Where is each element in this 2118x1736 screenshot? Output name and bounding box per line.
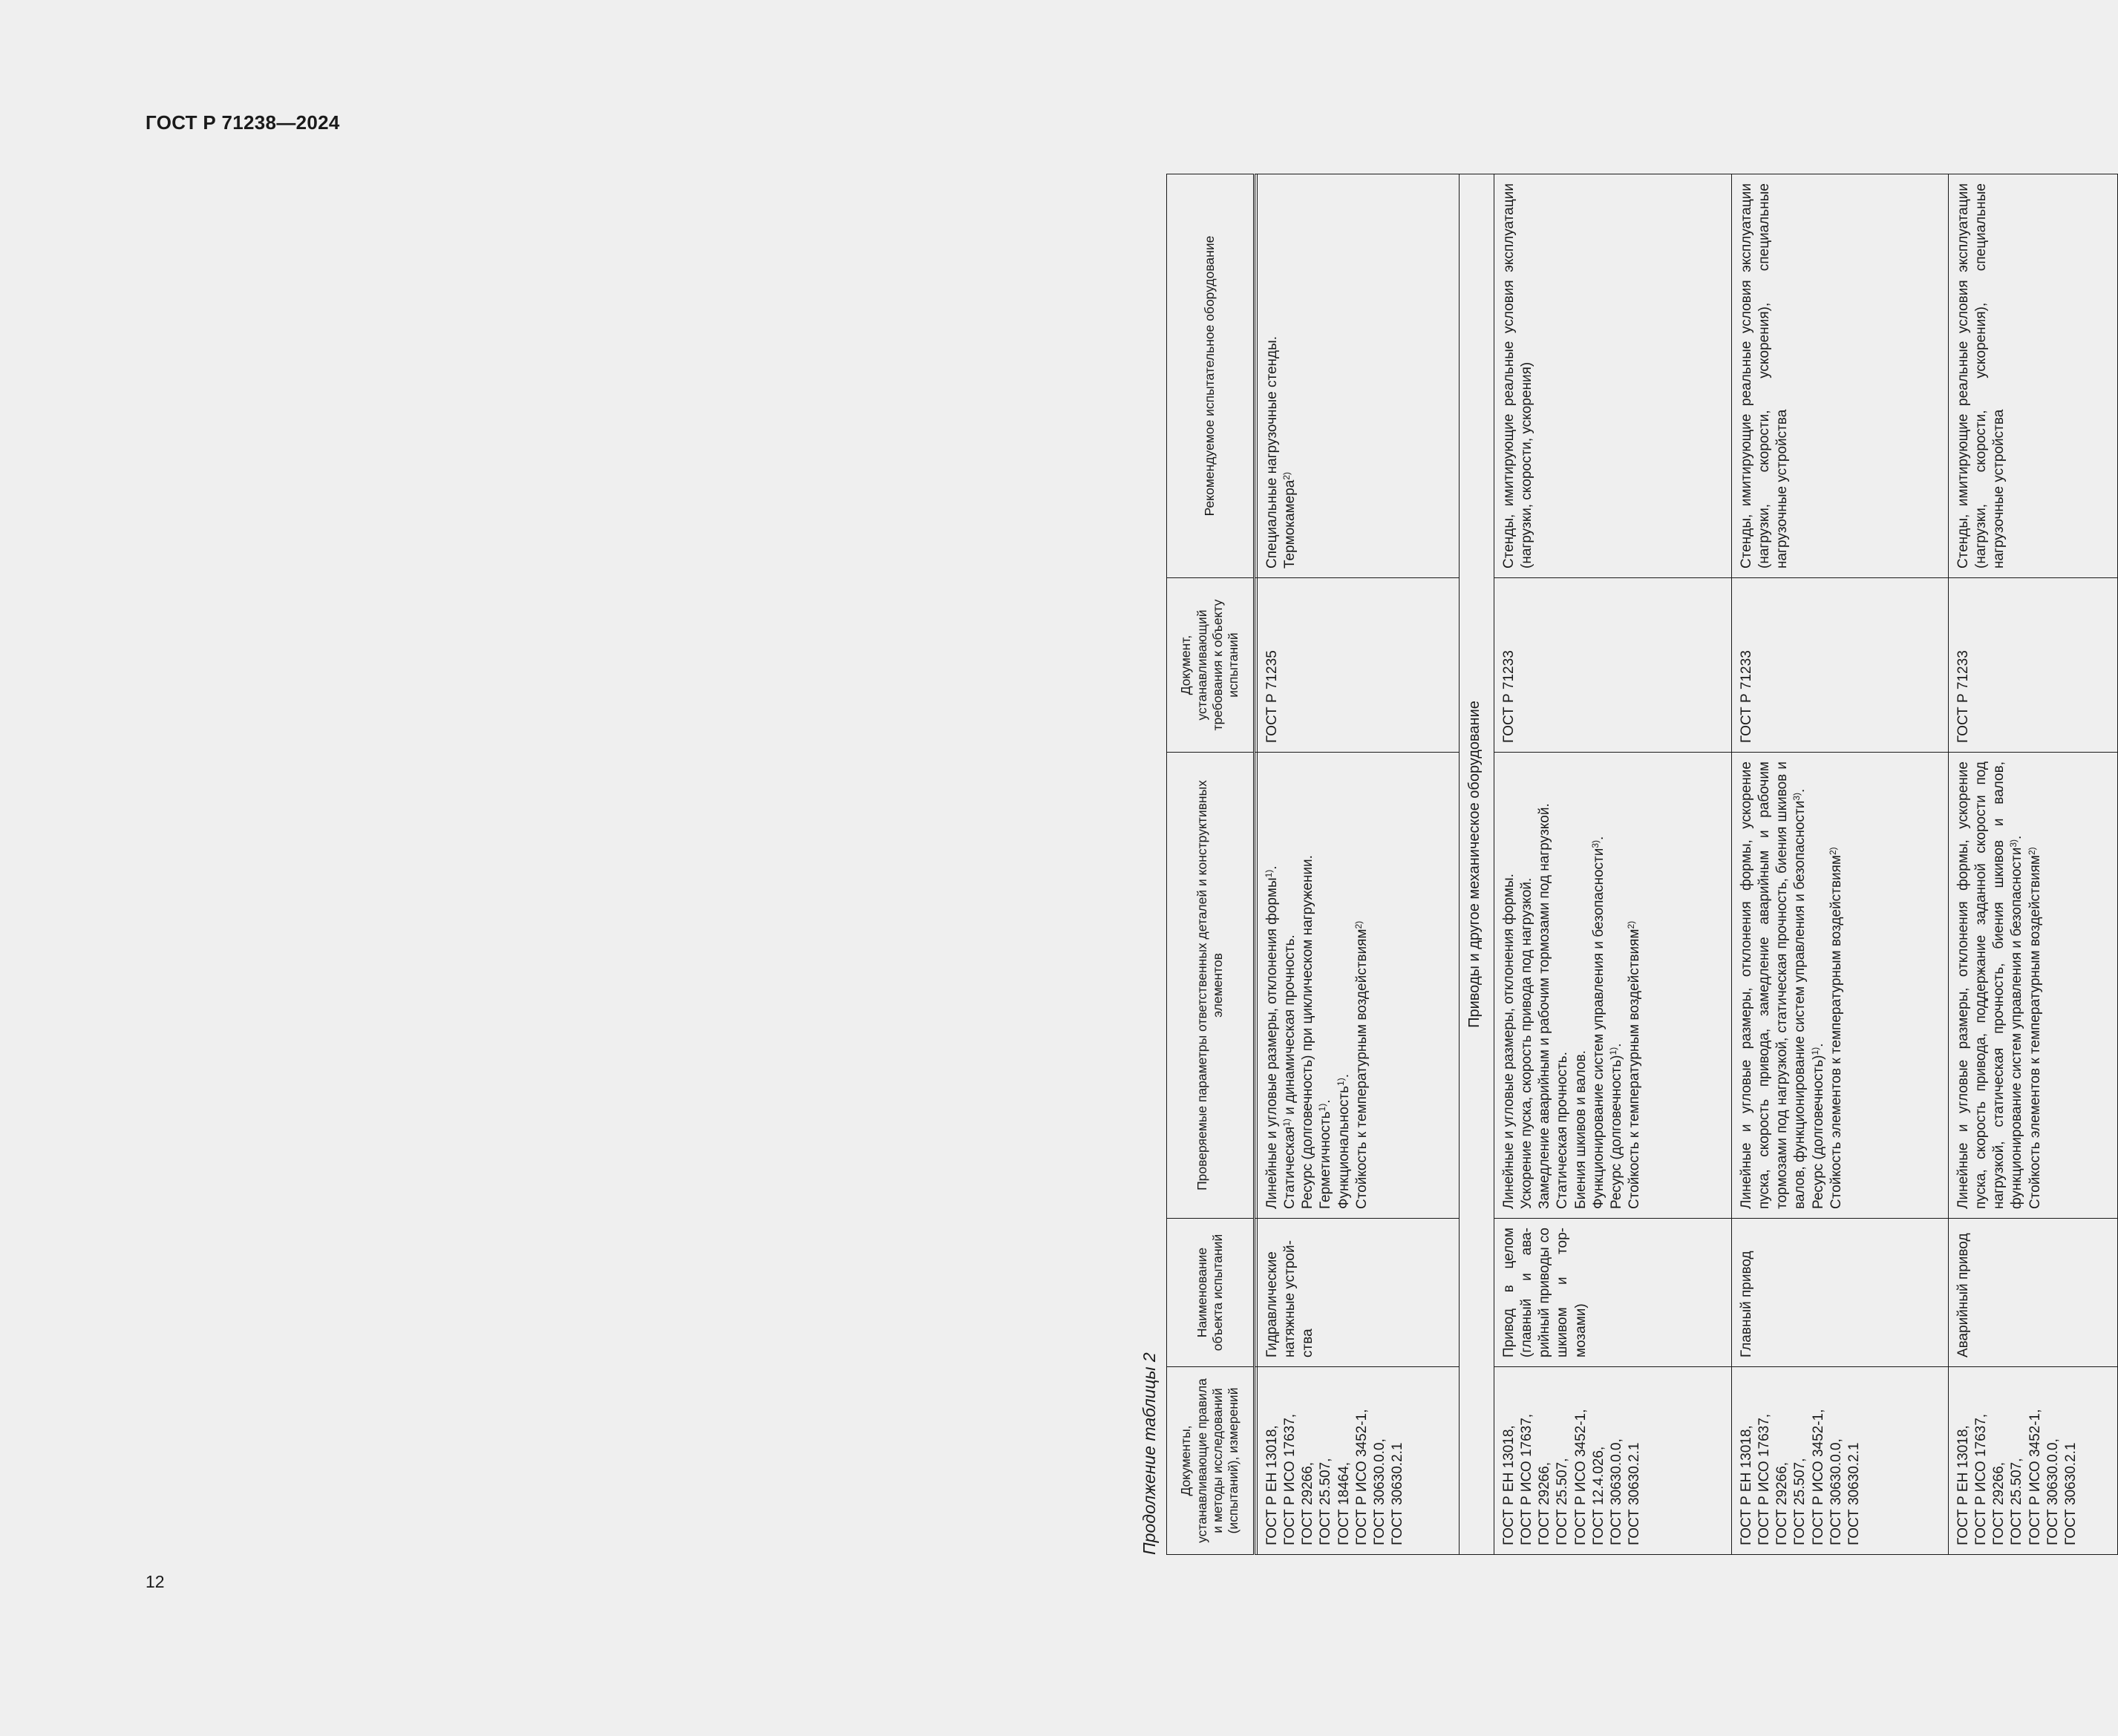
test-object-cell: Привод в целом (главный и аварийный приводы со шкивом и тормозами) [1494, 1219, 1732, 1367]
parameters-cell: Линейные и угловые размеры, отклонения формы, ускорение пуска, скорость привода, замедление аварийным и рабочим тормозами под нагрузкой, статическая прочность, биения шкивов и валов, функционирование систем управления и безопасности$^{3)}$. Ресурс (долговечность)$^{1)}$. Стойкость элементов к температурным воздействиям$^{2)}$ [1732, 753, 1949, 1219]
table-header-row [1167, 174, 1255, 1555]
parameters-cell: Линейные и угловые размеры, отклонения формы$^{1)}$. Статическая$^{1)}$ и динамическая прочность. Ресурс (долговечность) при циклическом нагружении. Герметичность$^{1)}$. Функциональность$^{1)}$. Стойкость к температурным воздействиям$^{2)}$ [1258, 753, 1460, 1219]
test-object-cell: Главный привод [1732, 1219, 1949, 1367]
requirement-doc-cell: ГОСТ Р 71235 [1258, 578, 1460, 753]
test-docs-cell: ГОСТ Р ЕН 13018, ГОСТ Р ИСО 17637, ГОСТ 29266, ГОСТ 25.507, ГОСТ Р ИСО 3452-1, ГОСТ 30630.0.0, ГОСТ 30630.2.1 [1732, 1367, 1949, 1555]
column-header-requirement-doc: Документ, устанавливающий требования к объекту испытаний [1167, 578, 1255, 753]
section-row [1460, 174, 1494, 1555]
requirement-doc-cell: ГОСТ Р 71233 [1732, 578, 1949, 753]
equipment-cell: Стенды, имитирующие реальные условия эксплуатации (нагрузки, скорости, ускорения) [1494, 174, 1732, 578]
table-row [1494, 174, 1732, 1555]
column-header-test-object: Наименование объекта испытаний [1167, 1219, 1255, 1367]
table-row [1258, 174, 1460, 1555]
column-header-equipment: Рекомендуемое испытательное оборудование [1167, 174, 1255, 578]
table-row [1949, 174, 2118, 1555]
column-header-parameters: Проверяемые параметры ответственных деталей и конструктивных элементов [1167, 753, 1255, 1219]
section-title: Приводы и другое механическое оборудование [1460, 174, 1494, 1555]
parameters-cell: Линейные и угловые размеры, отклонения формы, ускорение пуска, скорость привода, поддержание заданной скорости под нагрузкой, статическая прочность, биения шкивов и валов, функционирование систем управления и безопасности$^{3)}$. Стойкость элементов к температурным воздействиям$^{2)}$ [1949, 753, 2118, 1219]
table-continuation-title: Продолжение таблицы 2 [1140, 1352, 1159, 1555]
test-object-cell: Гидравлические натяжные устройства [1258, 1219, 1460, 1367]
document-code-header: ГОСТ Р 71238—2024 [146, 111, 340, 134]
rotated-table-block [1134, 174, 2096, 1555]
page-number: 12 [146, 1572, 165, 1591]
requirements-table [1166, 174, 2118, 1555]
equipment-cell: Стенды, имитирующие реальные условия эксплуатации (нагрузки, скорости, ускорения), специальные нагрузочные устройства [1732, 174, 1949, 578]
test-docs-cell: ГОСТ Р ЕН 13018, ГОСТ Р ИСО 17637, ГОСТ 29266, ГОСТ 25.507, ГОСТ Р ИСО 3452-1, ГОСТ 30630.0.0, ГОСТ 30630.2.1 [1949, 1367, 2118, 1555]
equipment-cell: Стенды, имитирующие реальные условия эксплуатации (нагрузки, скорости, ускорения), специальные нагрузочные устройства [1949, 174, 2118, 578]
column-header-test-docs: Документы, устанавливающие правила и методы исследований (испытаний), измерений [1167, 1367, 1255, 1555]
requirement-doc-cell: ГОСТ Р 71233 [1494, 578, 1732, 753]
equipment-cell: Специальные нагрузочные стенды. Термокамера$^{2)}$ [1258, 174, 1460, 578]
test-docs-cell: ГОСТ Р ЕН 13018, ГОСТ Р ИСО 17637, ГОСТ 29266, ГОСТ 25.507, ГОСТ Р ИСО 3452-1, ГОСТ 12.4.026, ГОСТ 30630.0.0, ГОСТ 30630.2.1 [1494, 1367, 1732, 1555]
test-object-cell: Аварийный привод [1949, 1219, 2118, 1367]
test-docs-cell: ГОСТ Р ЕН 13018, ГОСТ Р ИСО 17637, ГОСТ 29266, ГОСТ 25.507, ГОСТ 18464, ГОСТ Р ИСО 3452-1, ГОСТ 30630.0.0, ГОСТ 30630.2.1 [1258, 1367, 1460, 1555]
parameters-cell: Линейные и угловые размеры, отклонения формы. Ускорение пуска, скорость привода под нагрузкой. Замедление аварийным и рабочим тормозами под нагрузкой. Статическая прочность. Биения шкивов и валов. Функционирование систем управления и безопасности$^{3)}$. Ресурс (долговечность)$^{1)}$. Стойкость к температурным воздействиям$^{2)}$ [1494, 753, 1732, 1219]
requirement-doc-cell: ГОСТ Р 71233 [1949, 578, 2118, 753]
table-row [1732, 174, 1949, 1555]
